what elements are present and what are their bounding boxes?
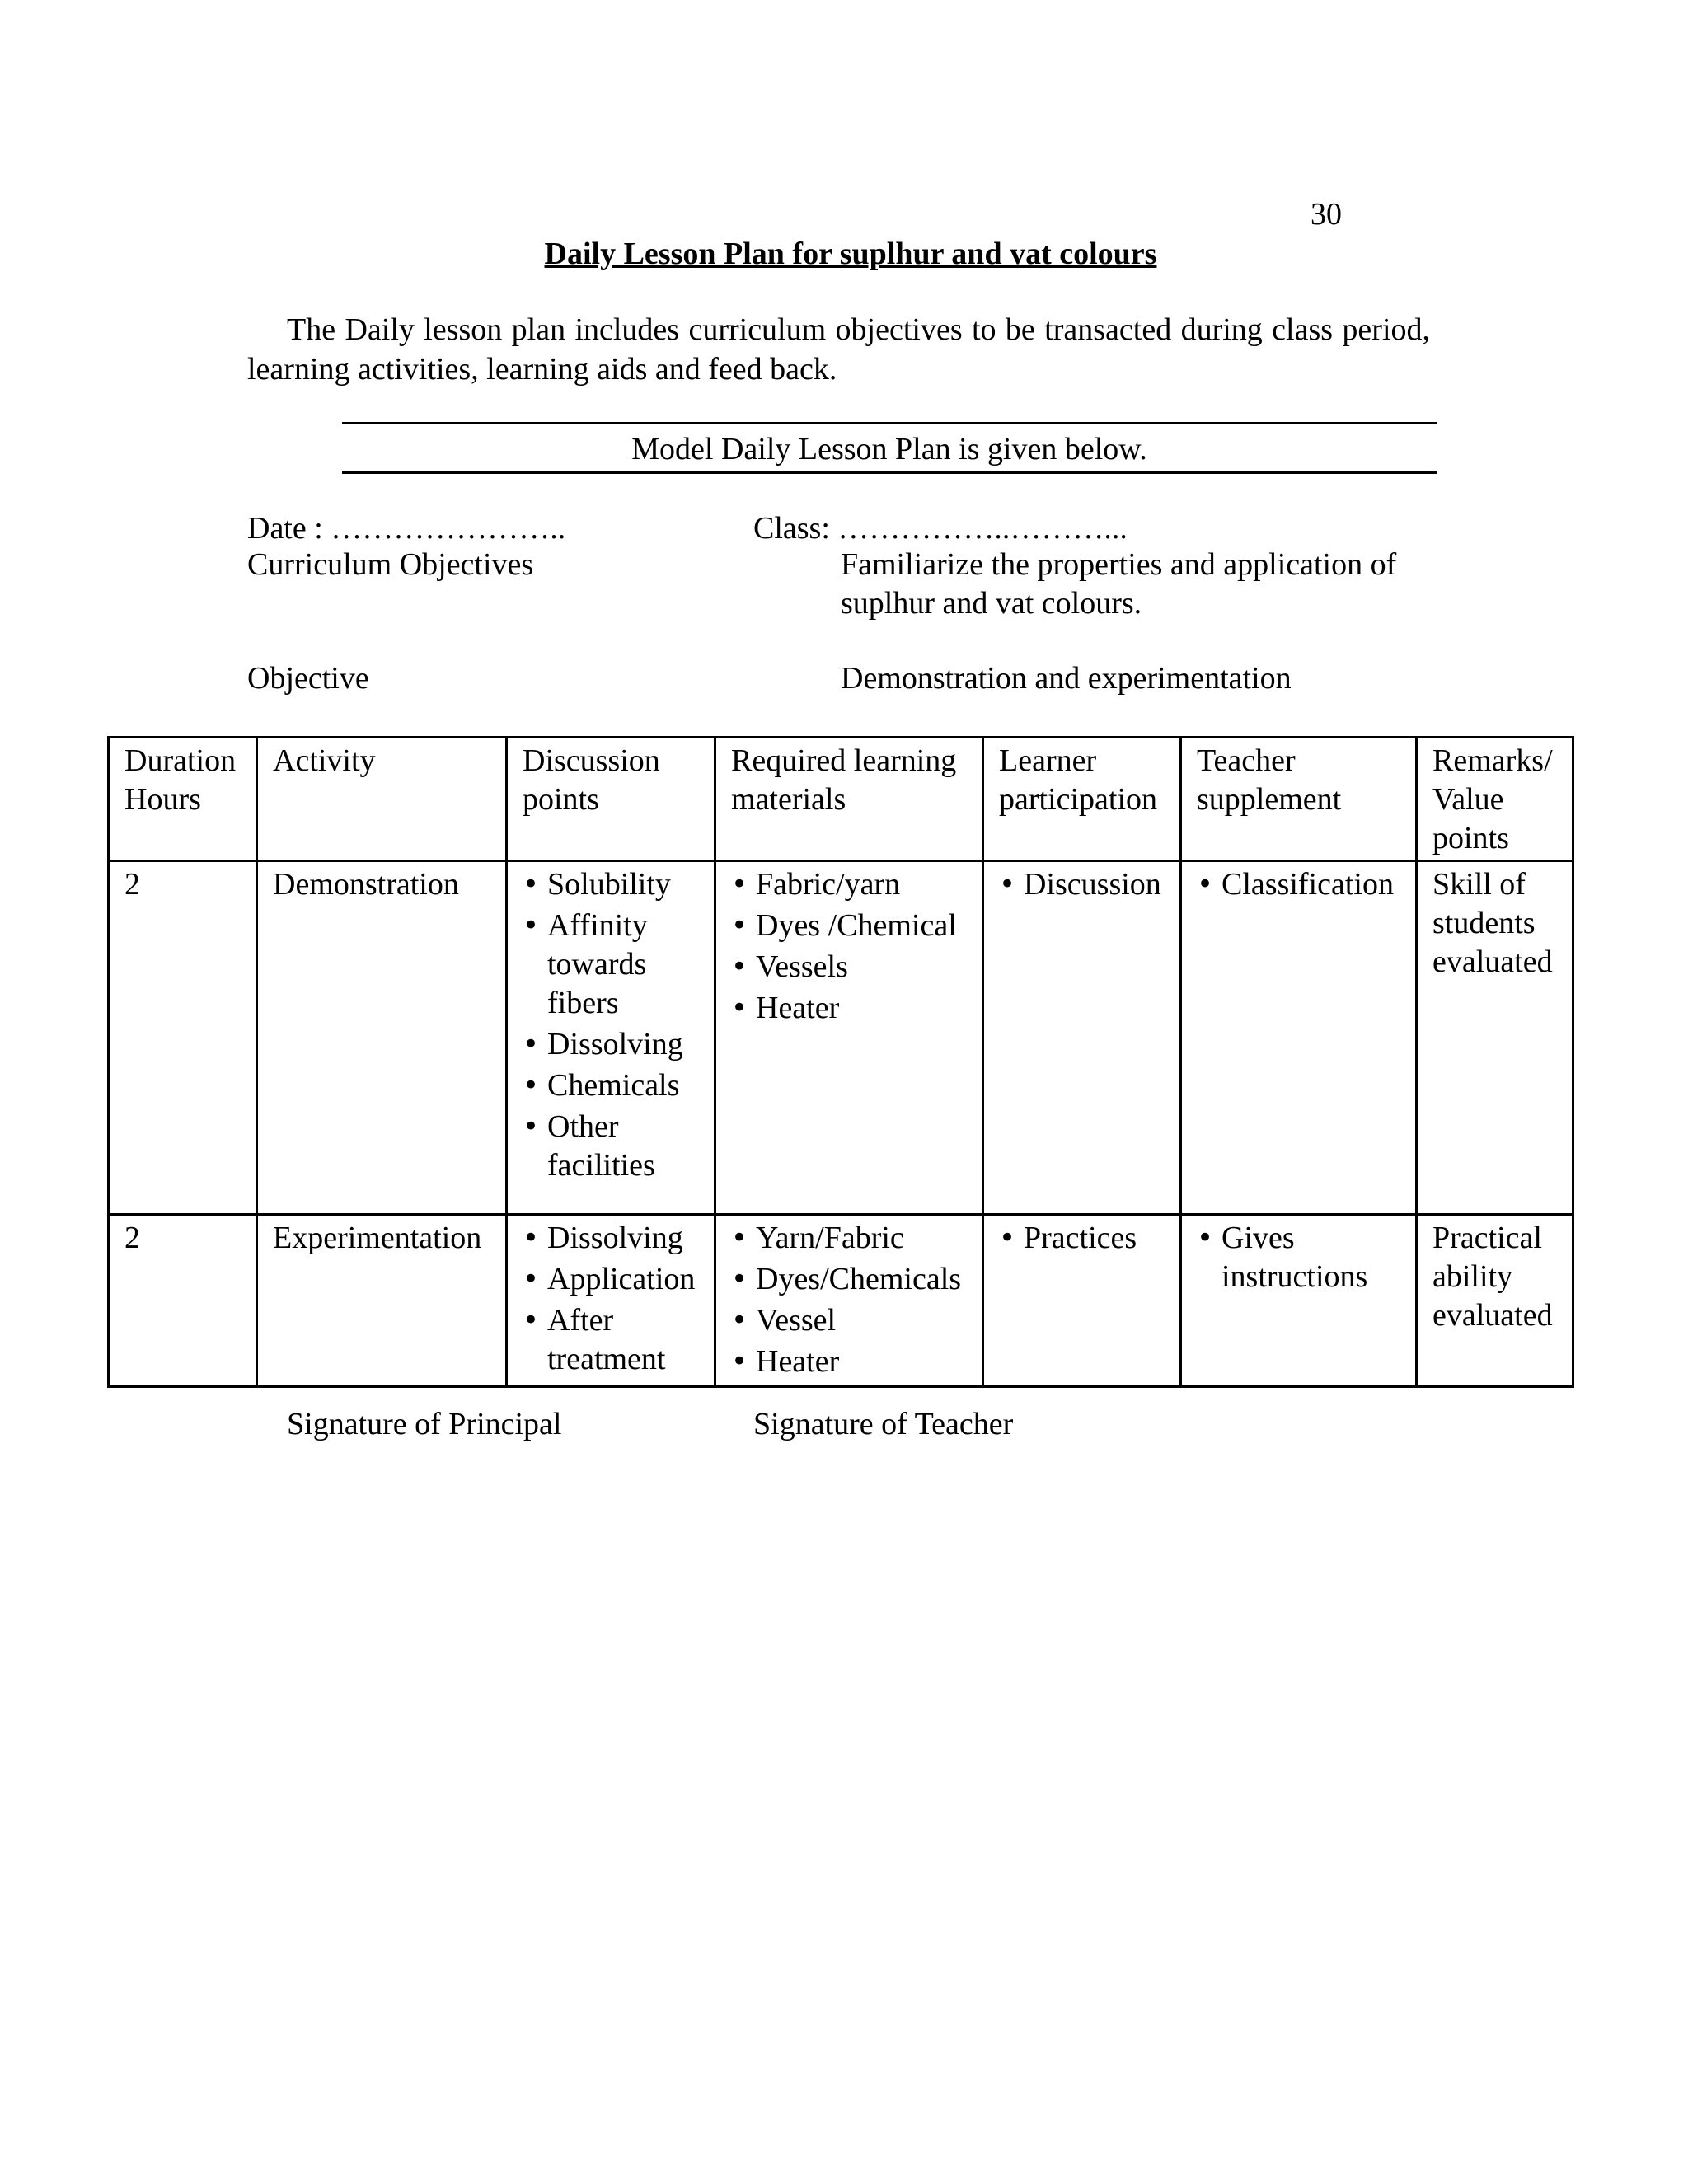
list-item: • Heater bbox=[731, 989, 975, 1028]
header-activity: Activity bbox=[257, 738, 507, 861]
table-row bbox=[109, 1215, 1573, 1387]
table-header-row bbox=[109, 738, 1573, 861]
header-materials: Required learning materials bbox=[715, 738, 983, 861]
header-discussion: Discussion points bbox=[507, 738, 715, 861]
header-duration: Duration Hours bbox=[109, 738, 257, 861]
cell-teacher bbox=[1181, 1215, 1417, 1387]
objective-label: Objective bbox=[247, 661, 369, 696]
cell-discussion bbox=[507, 861, 715, 1215]
list-item: • Vessel bbox=[731, 1301, 975, 1340]
list-item: • Practices bbox=[999, 1219, 1173, 1258]
list-item: • Fabric/yarn bbox=[731, 865, 975, 904]
cell-learner bbox=[983, 1215, 1181, 1387]
list-item: • Application bbox=[523, 1260, 707, 1299]
cell-remarks: Practical ability evaluated bbox=[1417, 1215, 1573, 1387]
cell-discussion bbox=[507, 1215, 715, 1387]
list-item: • Dissolving bbox=[523, 1025, 707, 1064]
cell-materials bbox=[715, 861, 983, 1215]
lesson-plan-table bbox=[107, 736, 1574, 1388]
model-heading: Model Daily Lesson Plan is given below. bbox=[342, 422, 1437, 474]
list-item: • Vessels bbox=[731, 948, 975, 987]
list-item: • Classification bbox=[1197, 865, 1409, 904]
list-item: • Gives instructions bbox=[1197, 1219, 1409, 1296]
cell-learner bbox=[983, 861, 1181, 1215]
list-item: • Affinity towards fibers bbox=[523, 907, 707, 1023]
page-title: Daily Lesson Plan for suplhur and vat colours bbox=[544, 237, 1157, 271]
header-teacher: Teacher supplement bbox=[1181, 738, 1417, 861]
cell-activity: Demonstration bbox=[257, 861, 507, 1215]
table-row bbox=[109, 861, 1573, 1215]
list-item: • Heater bbox=[731, 1343, 975, 1381]
cell-duration: 2 bbox=[109, 861, 257, 1215]
page-number: 30 bbox=[1311, 197, 1342, 232]
objective-text: Demonstration and experimentation bbox=[841, 661, 1292, 696]
date-field: Date : ………………….. bbox=[247, 511, 566, 546]
curriculum-objectives-label: Curriculum Objectives bbox=[247, 547, 534, 582]
cell-materials bbox=[715, 1215, 983, 1387]
cell-remarks: Skill of students evaluated bbox=[1417, 861, 1573, 1215]
cell-activity: Experimentation bbox=[257, 1215, 507, 1387]
cell-duration: 2 bbox=[109, 1215, 257, 1387]
list-item: • Other facilities bbox=[523, 1108, 707, 1185]
cell-teacher bbox=[1181, 861, 1417, 1215]
class-field: Class: ……………..………... bbox=[753, 511, 1128, 546]
list-item: • After treatment bbox=[523, 1301, 707, 1379]
list-item: • Dyes /Chemical bbox=[731, 907, 975, 945]
list-item: • Solubility bbox=[523, 865, 707, 904]
list-item: • Discussion bbox=[999, 865, 1173, 904]
signature-principal: Signature of Principal bbox=[287, 1407, 562, 1441]
signature-teacher: Signature of Teacher bbox=[753, 1407, 1014, 1441]
list-item: • Chemicals bbox=[523, 1066, 707, 1105]
header-remarks: Remarks/ Value points bbox=[1417, 738, 1573, 861]
header-learner: Learner participation bbox=[983, 738, 1181, 861]
list-item: • Dissolving bbox=[523, 1219, 707, 1258]
intro-paragraph: The Daily lesson plan includes curriculum objectives to be transacted during class period, learning activities, learning aids and feed back. bbox=[247, 312, 1430, 387]
curriculum-objectives-text: Familiarize the properties and application of suplhur and vat colours. bbox=[841, 547, 1397, 621]
list-item: • Yarn/Fabric bbox=[731, 1219, 975, 1258]
list-item: • Dyes/Chemicals bbox=[731, 1260, 975, 1299]
